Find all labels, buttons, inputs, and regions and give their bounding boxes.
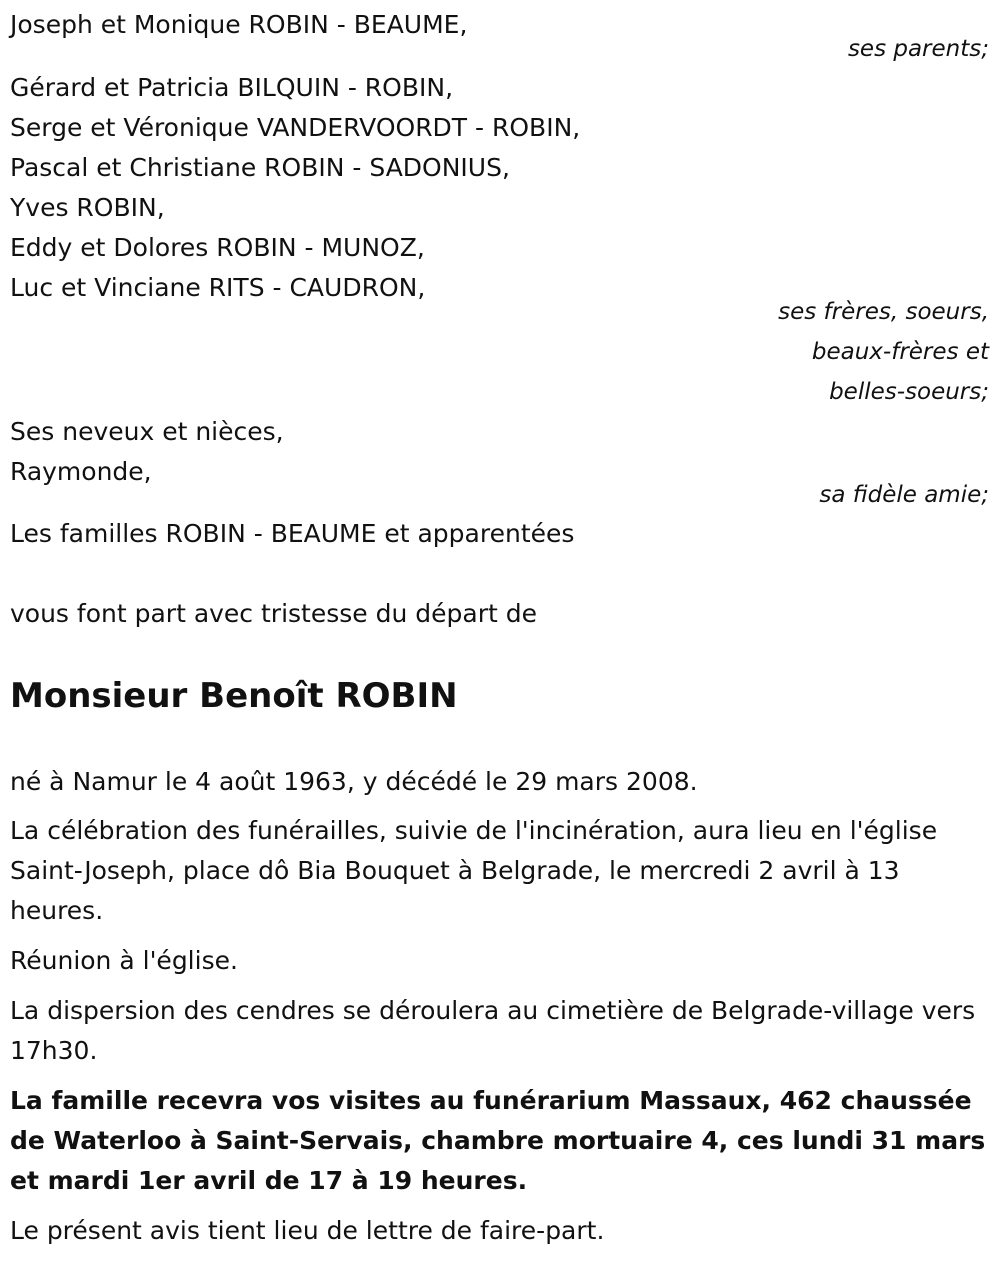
- siblings-label-line: belles-soeurs;: [829, 379, 989, 405]
- visits-paragraph: La famille recevra vos visites au funérarium Massaux, 462 chaussée de Waterloo à Saint-Servais, chambre mortuaire 4, ces lundi 31 mars et mardi 1er avril de 17 à 19 heures.: [10, 1086, 986, 1195]
- sibling-line: Serge et Véronique VANDERVOORDT - ROBIN,: [10, 113, 581, 142]
- nephews-line: Ses neveux et nièces,: [10, 417, 284, 446]
- deceased-name: Monsieur Benoît ROBIN: [10, 676, 458, 716]
- families-line: Les familles ROBIN - BEAUME et apparentées: [10, 519, 575, 548]
- sibling-line: Yves ROBIN,: [10, 193, 165, 222]
- friend-name: Raymonde,: [10, 457, 152, 486]
- friend-label: sa fidèle amie;: [819, 482, 989, 508]
- parents-label: ses parents;: [847, 36, 989, 62]
- parents-names: Joseph et Monique ROBIN - BEAUME,: [10, 10, 468, 39]
- notice-paragraph: Le présent avis tient lieu de lettre de faire-part.: [10, 1216, 605, 1245]
- siblings-label-line: beaux-frères et: [811, 339, 989, 365]
- birth-death-paragraph: né à Namur le 4 août 1963, y décédé le 29 mars 2008.: [10, 767, 698, 796]
- sibling-line: Luc et Vinciane RITS - CAUDRON,: [10, 273, 426, 302]
- siblings-label-line: ses frères, soeurs,: [778, 299, 989, 325]
- announcement-line: vous font part avec tristesse du départ de: [10, 599, 537, 628]
- meeting-paragraph: Réunion à l'église.: [10, 946, 238, 975]
- ceremony-paragraph: La célébration des funérailles, suivie de l'incinération, aura lieu en l'église Saint-Joseph, place dô Bia Bouquet à Belgrade, le mercredi 2 avril à 13 heures.: [10, 816, 938, 925]
- sibling-line: Eddy et Dolores ROBIN - MUNOZ,: [10, 233, 425, 262]
- sibling-line: Gérard et Patricia BILQUIN - ROBIN,: [10, 73, 454, 102]
- sibling-line: Pascal et Christiane ROBIN - SADONIUS,: [10, 153, 510, 182]
- dispersion-paragraph: La dispersion des cendres se déroulera au cimetière de Belgrade-village vers 17h30.: [10, 996, 976, 1065]
